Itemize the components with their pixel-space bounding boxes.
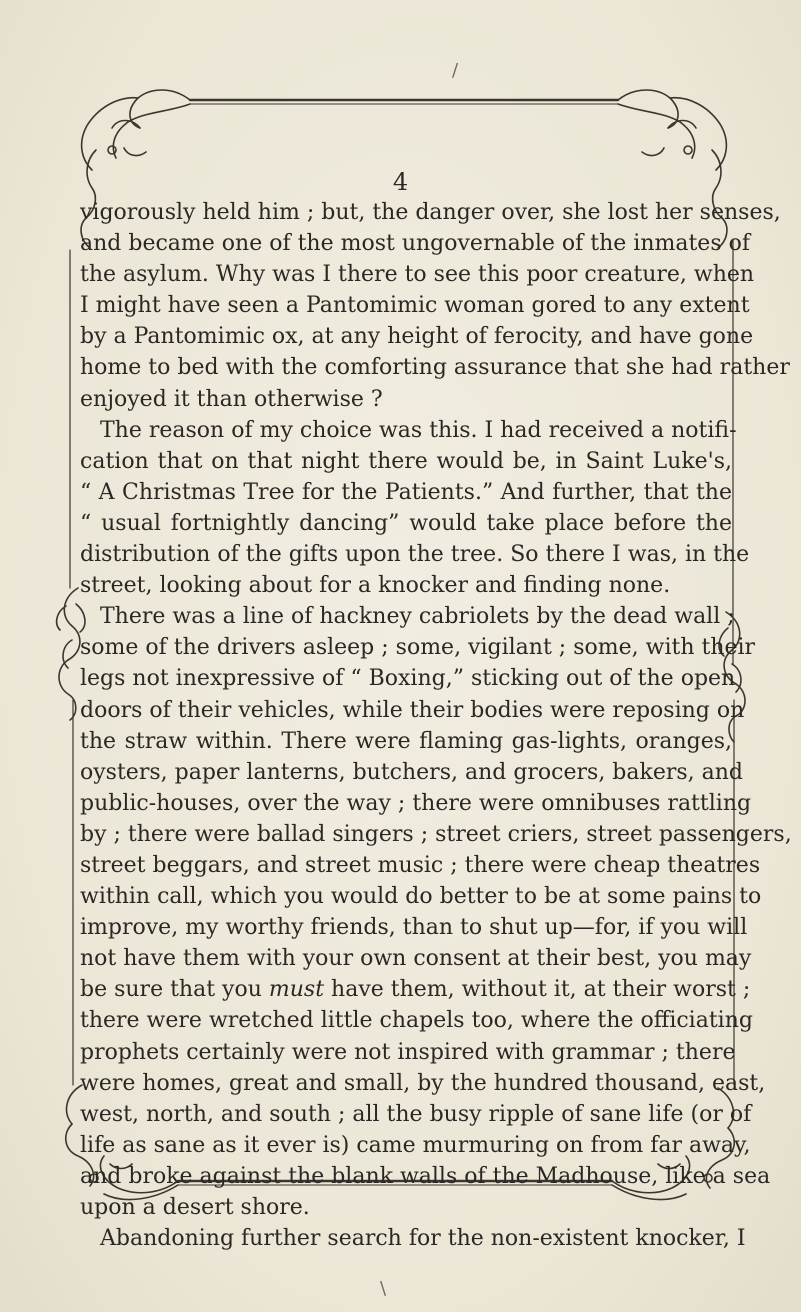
text-line-with-emphasis <box>80 974 751 1005</box>
text-line: home to bed with the comforting assurance that she had rather <box>80 355 790 381</box>
page-number: 4 <box>392 168 409 196</box>
text-line: and became one of the most ungovernable of the inmates of <box>80 231 751 257</box>
text-line: vigorously held him ; but, the danger over, she lost her senses, <box>80 200 781 225</box>
paragraph-start-line: The reason of my choice was this. I had received a notifi- <box>100 417 737 443</box>
text-segment: be sure that you <box>80 977 269 1003</box>
text-line: not have them with your own consent at their best, you may <box>80 946 752 972</box>
pencil-mark-bottom: \ <box>380 1278 387 1299</box>
text-line: improve, my worthy friends, than to shut up—for, if you will <box>80 915 748 941</box>
paragraph-end-line: street, looking about for a knocker and finding none. <box>80 573 671 599</box>
text-line: were homes, great and small, by the hundred thousand, east, <box>80 1070 766 1096</box>
body-text <box>80 197 792 1254</box>
text-line: “ A Christmas Tree for the Patients.” And further, that the <box>80 479 732 505</box>
text-line: distribution of the gifts upon the tree. So there I was, in the <box>80 542 750 568</box>
text-line: the asylum. Why was I there to see this poor creature, when <box>80 262 755 288</box>
text-line: cation that on that night there would be, in Saint Luke's, <box>80 448 732 474</box>
text-line: there were wretched little chapels too, where the officiating <box>80 1008 753 1034</box>
text-line: west, north, and south ; all the busy ripple of sane life (or of <box>80 1101 752 1127</box>
text-line: by a Pantomimic ox, at any height of ferocity, and have gone <box>80 324 754 350</box>
text-line: “ usual fortnightly dancing” would take place before the <box>80 510 732 536</box>
text-line: I might have seen a Pantomimic woman gored to any extent <box>80 293 750 319</box>
text-line: legs not inexpressive of “ Boxing,” sticking out of the open <box>80 666 736 692</box>
text-line: some of the drivers asleep ; some, vigilant ; some, with their <box>80 635 756 661</box>
text-line: the straw within. There were flaming gas-lights, oranges, <box>80 728 732 754</box>
paragraph-start-line: Abandoning further search for the non-existent knocker, I <box>100 1226 746 1252</box>
text-line: within call, which you would do better to be at some pains to <box>80 884 762 910</box>
paragraph-start-line: There was a line of hackney cabriolets by the dead wall ; <box>100 604 735 630</box>
text-line: life as sane as it ever is) came murmuring on from far away, <box>80 1132 751 1158</box>
paragraph-end-line: upon a desert shore. <box>80 1195 310 1220</box>
text-line: street beggars, and street music ; there were cheap theatres <box>80 852 761 878</box>
text-line: prophets certainly were not inspired with grammar ; there <box>80 1039 736 1065</box>
paragraph-end-line: enjoyed it than otherwise ? <box>80 386 383 412</box>
text-line: and broke against the blank walls of the Madhouse, like a sea <box>80 1163 771 1189</box>
text-line: oysters, paper lanterns, butchers, and grocers, bakers, and <box>80 759 744 785</box>
text-line: public-houses, over the way ; there were omnibuses rattling <box>80 790 752 816</box>
text-segment: have them, without it, at their worst ; <box>324 977 751 1003</box>
pencil-mark-top: / <box>452 60 459 81</box>
text-line: by ; there were ballad singers ; street criers, street passengers, <box>80 821 792 847</box>
text-line: doors of their vehicles, while their bodies were reposing on <box>80 697 745 723</box>
emphasis-word: must <box>268 977 325 1003</box>
